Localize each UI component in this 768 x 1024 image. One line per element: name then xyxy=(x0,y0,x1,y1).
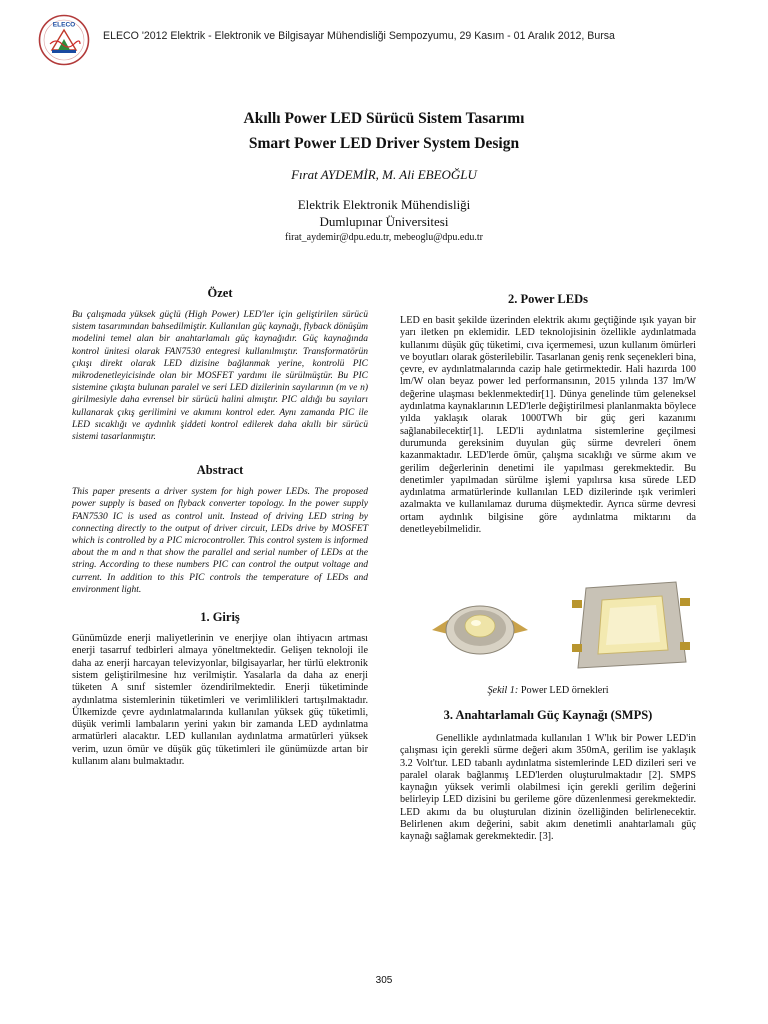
university: Dumlupınar Üniversitesi xyxy=(319,214,449,229)
section-2-text: LED en basit şekilde üzerinden elektrik akımı geçtiğinde ışık yayan bir yarı iletken pn eklemidir. LED teknolojisinin özellikle aydınlatmada kullanımı düşük güç tüketimi, cıva içermemesi, uzun kullanım ömürleri ve boyutları olarak gösterilebilir. Tasarlanan geniş renk seçenekleri bina, çevre, ev aydınlatmalarında cazip hale getirmektedir. Hali hazırda 100 lm/W olan beyaz power led performansının, 2015 yılında 137 lm/W değerine ulaşması beklenmektedir[1]. Dünya genelinde tüm geleneksel aydınlatma kaynaklarının LED'lerle değiştirilmesi planlanmakta böylece yılda yaklaşık olarak 1000TWh bir güç geri kazanımı sağlanabilecektir[1]. LED'li aydınlatma sistemlerine geçilmesi durumunda gereksinim duyulan güç sürme devreleri önem kazanmaktadır. LED'lerde ömür, çalışma sıcaklığı ve sürme akım ve gerilim değerlerinin denetimi ile yapılması gerekmektedir. Bu denetimler yapılmadan sürülme işlemi yapılırsa kısa sürede LED aydınlatma armatürlerinde kullanılan LED dizilerinde ışık verimleri azalmakta ve kullanılamaz duruma düşmektedir. Ayrıca sürme devresi ortam aydınlık bilgisine göre aydınlatma miktarını da denetleyebilmelidir. xyxy=(400,315,696,536)
eleco-logo xyxy=(38,14,90,66)
page-number: 305 xyxy=(375,975,393,986)
authors: Fırat AYDEMİR, M. Ali EBEOĞLU xyxy=(291,167,477,182)
author-emails: firat_aydemir@dpu.edu.tr, mebeoglu@dpu.edu.tr xyxy=(285,232,483,243)
round-power-led-image xyxy=(426,590,534,662)
title-english: Smart Power LED Driver System Design xyxy=(248,135,520,152)
conference-header: ELECO '2012 Elektrik - Elektronik ve Bilgisayar Mühendisliği Sempozyumu, 29 Kasım - 01 Aralık 2012, Bursa xyxy=(103,30,615,42)
ozet-heading: Özet xyxy=(207,286,233,300)
ozet-text: Bu çalışmada yüksek güçlü (High Power) LED'ler için geliştirilen sürücü sistem tasarımından bahsedilmiştir. Kullanılan güç kaynağı, flyback dönüşüm modelini temel alan bir anahtarlamalı güç kaynağıdır. Güç kaynağında kontrol ünitesi olarak FAN7530 entegresi kullanılmıştır. Transformatörün çıkışı direkt olarak LED dizisine bağlanmak yerine, kontrolü PIC mikrodenetleyicisinde olan bir MOSFET yardımı ile sürülmüştür. Bu PIC sistemine çıkışta bulunan paralel ve seri LED dizilerinin sayılarının (m ve n) girilmesiyle daha evrensel bir sürücü halini almıştır. PIC aldığı bu sayıları kullanarak çıkış gerilimini ve akımını kontrol eder. Aynı zamanda PIC ile LED sıcaklığı ve aydınlık şiddeti kontrol edilerek daha akıllı bir sürücü sistemi tasarlanmıştır. xyxy=(72,310,368,443)
section-3-text: Genellikle aydınlatmada kullanılan 1 W'lık bir Power LED'in çalışması için gerekli sürme değeri akım 350mA, gerilim ise yaklaşık 3.2 Volt'tur. LED tabanlı aydınlatma sistemlerinde LED dizileri seri ve paralel olarak bağlanmış LED'lerden oluşturulmaktadır [2]. SMPS kaynağın yüksek verimli olabilmesi için gerekli gerilim değerini belirleyip LED dizisini bu gerileme göre düzenlenmesi gerekmektedir. LED akımı da bu oluşturulan dizinin özelliğinden belirlenecektir. Belirlenen akım değerini, sabit akım denetimli anahtarlamalı güç kaynağı sağlamak gerekmektedir. [3]. xyxy=(400,733,696,843)
figure-1-caption xyxy=(400,685,696,696)
section-1-text: Günümüzde enerji maliyetlerinin ve enerjiye olan ihtiyacın artması enerji tasarruf tedbirleri almaya yöneltmektedir. Gelişen teknoloji ile daha az enerji harcayan televizyonlar, bilgisayarlar, her türlü elektronik sistem geliştirilmesine hız verilmiştir. Yasalarla da daha az enerji tüketen A sınıf sistemler özendirilmektedir. Enerji tüketiminde aydınlatma sistemlerinin tüketimleri ve verimlilikleri tartışılmaktadır. Ülkemizde çevre aydınlatmalarında kullanılan yüksek güç tüketimli, düşük verimli lambaların yerini yakın bir zamanda LED aydınlatma armatürleri alacaktır. LED kullanılan aydınlatma armatürleri yüksek verim, uzun ömür ve düşük güç tüketimleri ile günümüzde artan bir kullanım alanı bulmaktadır. xyxy=(72,633,368,768)
title-turkish: Akıllı Power LED Sürücü Sistem Tasarımı xyxy=(243,110,525,127)
left-column xyxy=(72,286,368,768)
right-column xyxy=(400,292,696,536)
logo-text: ELECO xyxy=(52,21,76,29)
section-1-heading: 1. Giriş xyxy=(200,610,240,625)
figure-1 xyxy=(400,578,696,678)
figure-1-caption-text: Power LED örnekleri xyxy=(518,685,609,696)
square-power-led-image xyxy=(568,578,694,674)
abstract-heading: Abstract xyxy=(196,463,244,478)
figure-1-label: Şekil 1: xyxy=(487,685,519,696)
right-column-lower xyxy=(400,708,696,844)
department: Elektrik Elektronik Mühendisliği xyxy=(297,197,471,212)
section-3-heading: 3. Anahtarlamalı Güç Kaynağı (SMPS) xyxy=(443,708,653,722)
section-2-heading: 2. Power LEDs xyxy=(508,292,588,306)
abstract-text: This paper presents a driver system for high power LEDs. The proposed power supply is based on flyback converter topology. In the power supply FAN7530 IC is used as control unit. Instead of driving LED string by connecting directly to the output of driver circuit, LEDs drive by MOSFET which is controlled by a PIC microcontroller. This control system is informed about the m and n that show the parallel and serial number of LEDs at the string. According to these numbers PIC can control the output voltage and current. In addition to this PIC controls the temperature of LEDs and environment light. xyxy=(72,487,368,595)
